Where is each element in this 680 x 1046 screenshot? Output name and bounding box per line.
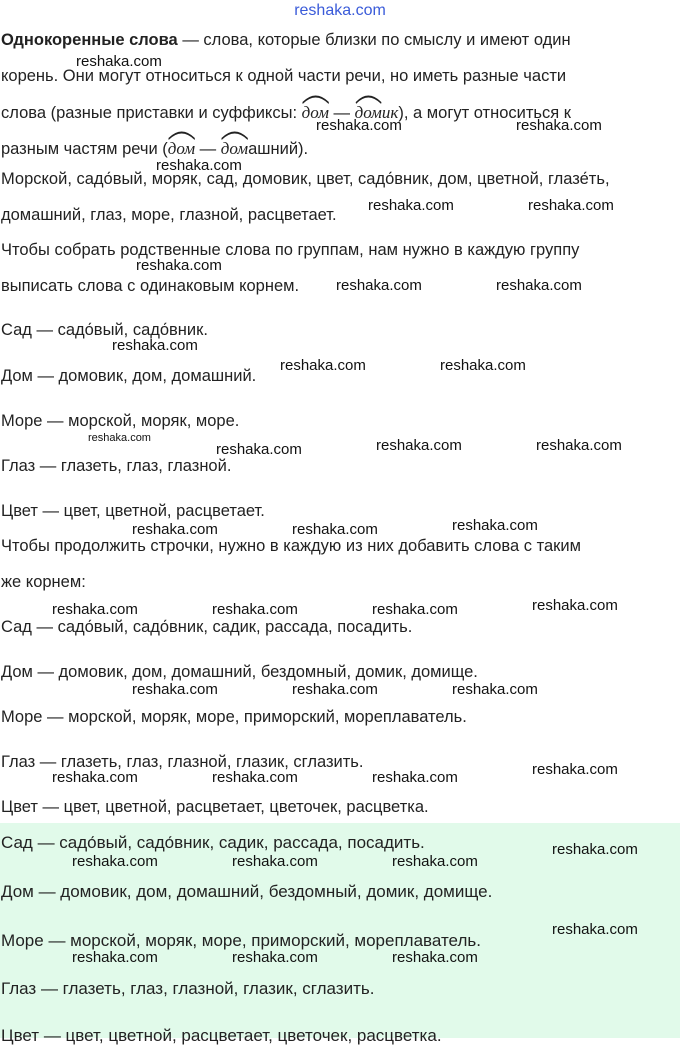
watermark: reshaka.com: [392, 949, 478, 966]
watermark: reshaka.com: [72, 853, 158, 870]
watermark: reshaka.com: [88, 432, 151, 444]
task2-line-1: Чтобы продолжить строчки, нужно в каждую из них добавить слова с таким: [1, 537, 581, 555]
watermark: reshaka.com: [280, 357, 366, 374]
intro-text: слова (разные приставки и суффиксы:: [1, 104, 302, 122]
watermark: reshaka.com: [52, 769, 138, 786]
root-word: дом: [221, 139, 248, 159]
ext-group-tsvet: Цвет — цвет, цветной, расцветает, цветочек, расцветка.: [1, 798, 429, 816]
watermark: reshaka.com: [532, 597, 618, 614]
watermark: reshaka.com: [528, 197, 614, 214]
ext-group-sad: Сад — садо́вый, садо́вник, садик, рассада, посадить.: [1, 618, 413, 636]
ext-group-dom: Дом — домовик, дом, домашний, бездомный, домик, домище.: [1, 663, 478, 681]
answer-dom: Дом — домовик, дом, домашний, бездомный, домик, домище.: [1, 882, 493, 901]
watermark: reshaka.com: [72, 949, 158, 966]
watermark: reshaka.com: [52, 601, 138, 618]
watermark: reshaka.com: [212, 769, 298, 786]
answer-tsvet: Цвет — цвет, цветной, расцветает, цветочек, расцветка.: [1, 1026, 442, 1045]
group-glaz: Глаз — глазеть, глаз, глазной.: [1, 457, 232, 475]
watermark: reshaka.com: [112, 337, 198, 354]
watermark: reshaka.com: [552, 841, 638, 858]
wordlist-line-1: Морской, садо́вый, моряк, сад, домовик, цвет, садо́вник, дом, цветной, глазе́ть,: [1, 170, 610, 188]
watermark: reshaka.com: [336, 277, 422, 294]
watermark: reshaka.com: [496, 277, 582, 294]
answer-sad: Сад — садо́вый, садо́вник, садик, рассада, посадить.: [1, 833, 425, 852]
task1-line-1: Чтобы собрать родственные слова по группам, нам нужно в каждую группу: [1, 241, 580, 259]
intro-text: разным частям речи (: [1, 140, 168, 158]
watermark: reshaka.com: [372, 769, 458, 786]
root-word: дом: [302, 103, 329, 123]
group-tsvet: Цвет — цвет, цветной, расцветает.: [1, 502, 265, 520]
intro-line-1: [1, 31, 571, 50]
group-dom: Дом — домовик, дом, домашний.: [1, 367, 257, 385]
intro-text: ), а могут относиться к: [398, 104, 571, 122]
wordlist-line-2: домашний, глаз, море, глазной, расцветает.: [1, 206, 337, 224]
intro-text: ашний).: [248, 140, 309, 158]
watermark: reshaka.com: [132, 521, 218, 538]
ext-group-more: Море — морской, моряк, море, приморский, мореплаватель.: [1, 708, 467, 726]
intro-line-4: [1, 139, 308, 159]
watermark: reshaka.com: [136, 257, 222, 274]
watermark: reshaka.com: [232, 853, 318, 870]
answer-more: Море — морской, моряк, море, приморский, мореплаватель.: [1, 931, 481, 950]
root-word: дом: [168, 139, 195, 159]
term: Однокоренные слова: [1, 31, 178, 49]
ext-group-glaz: Глаз — глазеть, глаз, глазной, глазик, сглазить.: [1, 753, 364, 771]
watermark: reshaka.com: [552, 921, 638, 938]
watermark: reshaka.com: [156, 157, 242, 174]
group-more: Море — морской, моряк, море.: [1, 412, 240, 430]
watermark: reshaka.com: [452, 681, 538, 698]
watermark: reshaka.com: [536, 437, 622, 454]
watermark: reshaka.com: [132, 681, 218, 698]
dash: —: [195, 140, 221, 158]
group-sad: Сад — садо́вый, садо́вник.: [1, 321, 208, 339]
watermark: reshaka.com: [292, 681, 378, 698]
watermark: reshaka.com: [532, 761, 618, 778]
watermark: reshaka.com: [376, 437, 462, 454]
watermark: reshaka.com: [216, 441, 302, 458]
dash: —: [328, 104, 355, 122]
watermark: reshaka.com: [516, 117, 602, 134]
watermark: reshaka.com: [212, 601, 298, 618]
watermark: reshaka.com: [76, 53, 162, 70]
watermark: reshaka.com: [452, 517, 538, 534]
answer-glaz: Глаз — глазеть, глаз, глазной, глазик, сглазить.: [1, 979, 375, 998]
intro-text: — слова, которые близки по смыслу и имеют один: [177, 31, 571, 49]
watermark: reshaka.com: [372, 601, 458, 618]
task2-line-2: же корнем:: [1, 573, 86, 591]
watermark: reshaka.com: [232, 949, 318, 966]
intro-line-2: корень. Они могут относиться к одной части речи, но иметь разные части: [1, 67, 567, 85]
site-watermark: reshaka.com: [294, 2, 386, 19]
task1-line-2: выписать слова с одинаковым корнем.: [1, 277, 300, 295]
watermark: reshaka.com: [368, 197, 454, 214]
root-word: домик: [355, 103, 399, 123]
watermark: reshaka.com: [392, 853, 478, 870]
watermark: reshaka.com: [316, 117, 402, 134]
watermark: reshaka.com: [440, 357, 526, 374]
intro-line-3: [1, 103, 571, 123]
watermark: reshaka.com: [292, 521, 378, 538]
